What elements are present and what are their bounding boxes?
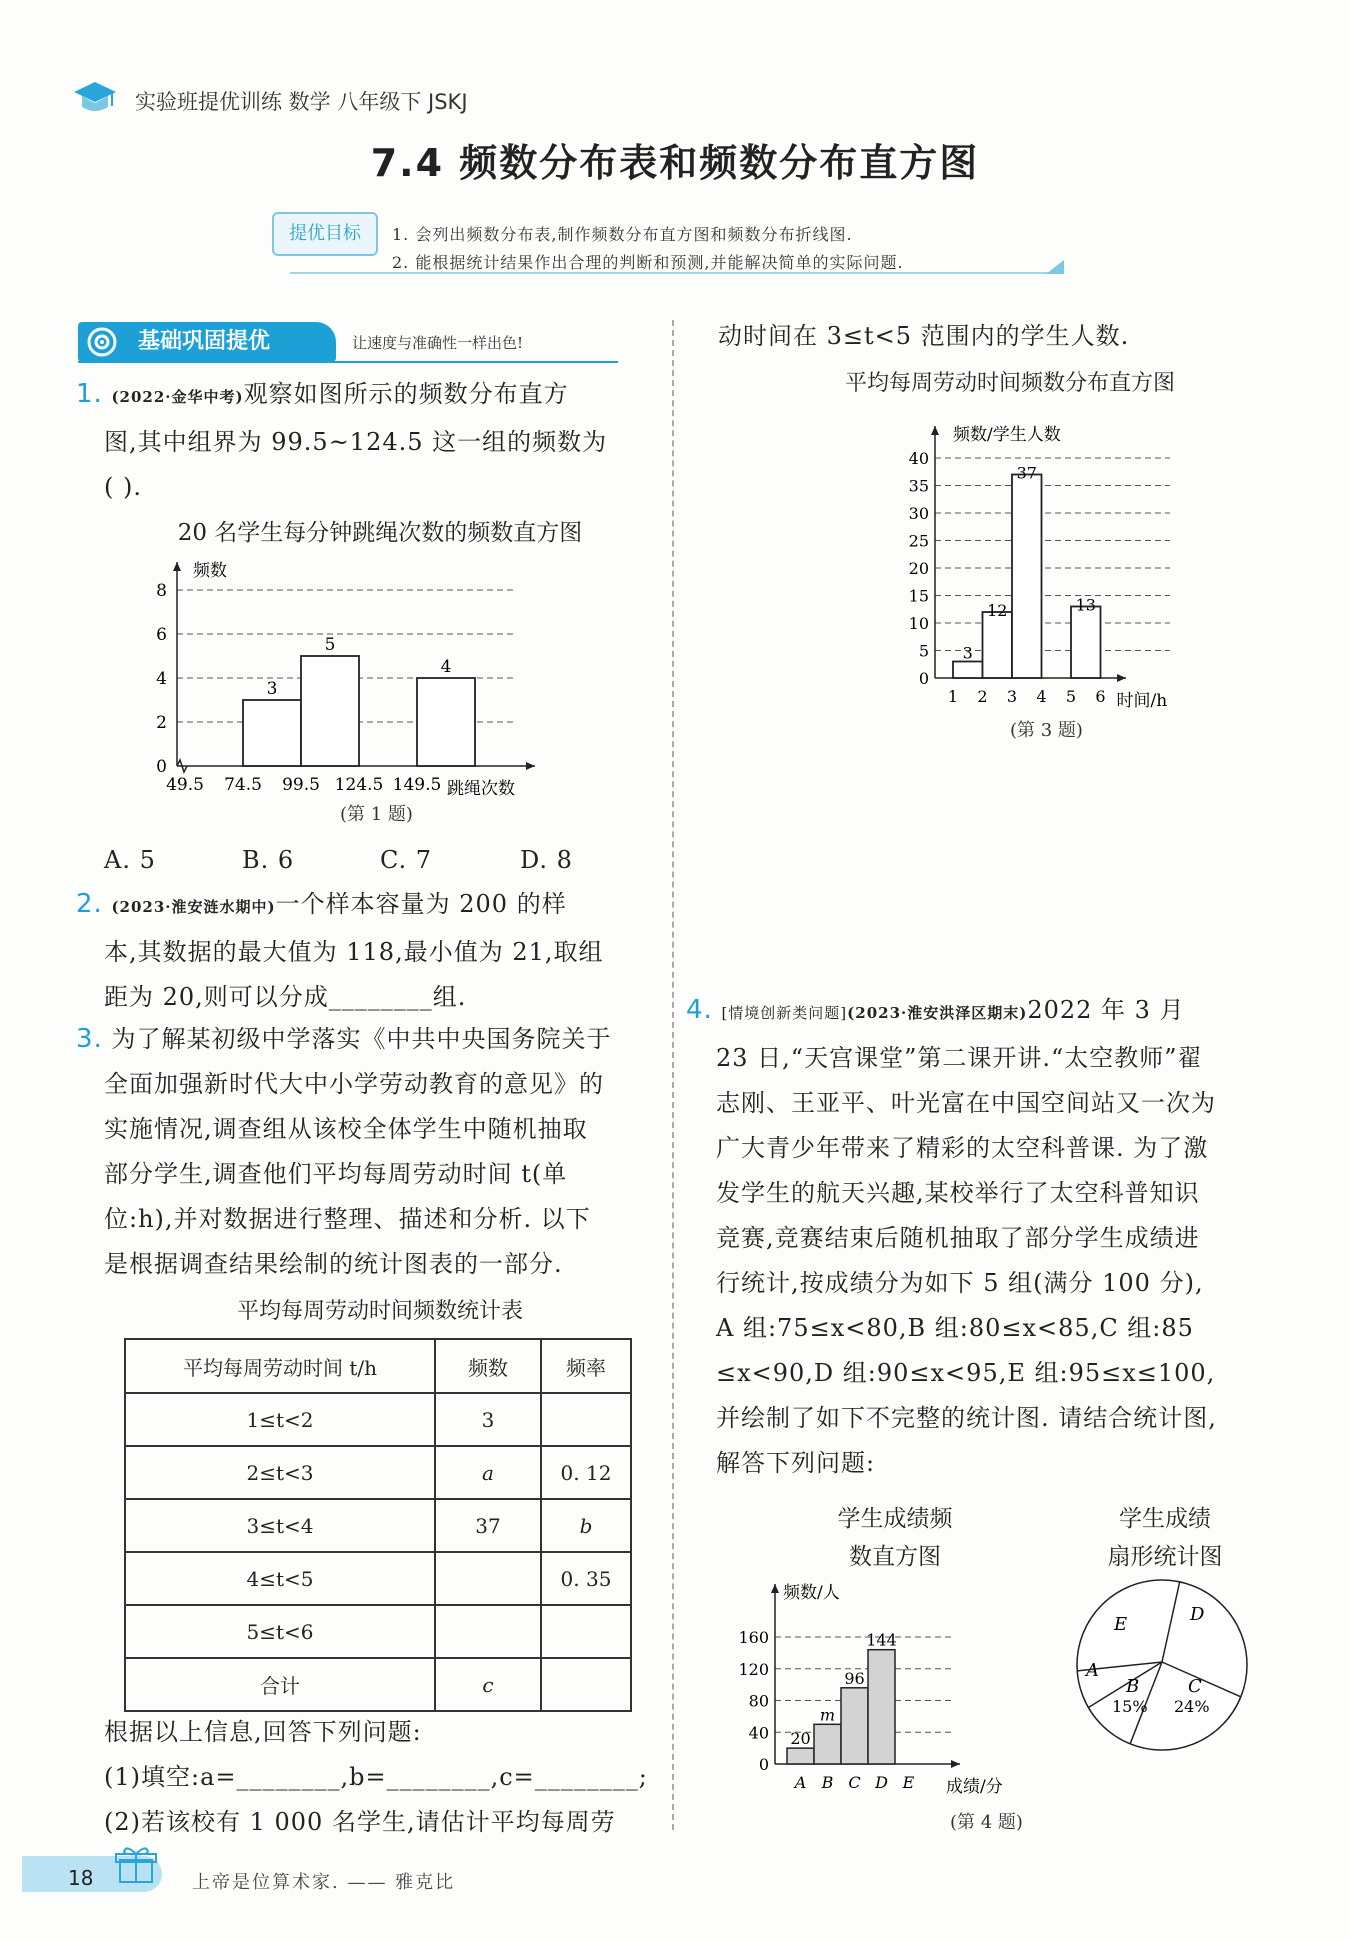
- table-cell: b: [541, 1499, 631, 1552]
- chart4-title: [1060, 1500, 1270, 1576]
- table-cell: [541, 1605, 631, 1658]
- y-tick-label: 25: [908, 531, 929, 551]
- table-cell: 0. 35: [541, 1552, 631, 1605]
- y-tick-label: 80: [748, 1691, 769, 1711]
- table-cell: [435, 1552, 541, 1605]
- y-tick-label: 2: [156, 713, 167, 733]
- q1-options: [104, 838, 644, 883]
- chart1-histogram: [140, 550, 620, 800]
- question-number: 4.: [686, 995, 713, 1025]
- table-cell: 37: [435, 1499, 541, 1552]
- book-title: 实验班提优训练 数学 八年级下 JSKJ: [135, 90, 468, 114]
- question-text: 行统计,按成绩分为如下 5 组(满分 100 分),: [716, 1269, 1204, 1297]
- pie-slice-percent: 15%: [1112, 1697, 1148, 1716]
- question-text: 本,其数据的最大值为 118,最小值为 21,取组: [104, 938, 604, 966]
- y-tick-label: 8: [156, 581, 167, 601]
- chart3-title-line: 数直方图: [849, 1544, 941, 1570]
- chart2-histogram: [880, 410, 1220, 720]
- q3-intro: 根据以上信息,回答下列问题:: [104, 1718, 422, 1746]
- table-row: [125, 1658, 631, 1711]
- page-number: 18: [68, 1866, 94, 1890]
- graduation-cap-icon: [72, 80, 118, 116]
- table-header-cell: 频率: [541, 1339, 631, 1393]
- q3-sub1: (1)填空:a=________,b=________,c=________;: [104, 1763, 648, 1791]
- table-header-cell: 平均每周劳动时间 t/h: [125, 1339, 435, 1393]
- pie-slice-percent: 24%: [1174, 1697, 1210, 1716]
- q3-frequency-table: [124, 1338, 632, 1712]
- bar-value-label: 3: [266, 679, 278, 699]
- pie-slice-label: D: [1190, 1604, 1205, 1625]
- q3-sub2: (2)若该校有 1 000 名学生,请估计平均每周劳: [104, 1808, 616, 1836]
- pie-slice-label: B: [1126, 1676, 1140, 1697]
- question-text: 距为 20,则可以分成________组.: [104, 983, 467, 1011]
- y-axis-title: 频数/人: [783, 1583, 840, 1603]
- x-axis-arrow: [951, 1760, 960, 1768]
- x-tick-label: 6: [1095, 687, 1106, 706]
- table-cell: 2≤t<3: [125, 1446, 435, 1499]
- question-text: ≤x<90,D 组:90≤x<95,E 组:95≤x≤100,: [716, 1359, 1216, 1387]
- goal-item-1: 1. 会列出频数分布表,制作频数分布直方图和频数分布折线图.: [392, 225, 853, 244]
- table-cell: [541, 1393, 631, 1446]
- y-axis-arrow: [931, 426, 939, 435]
- x-axis-arrow: [526, 762, 535, 770]
- question-2: [76, 882, 666, 1020]
- question-text: 是根据调查结果绘制的统计图表的一部分.: [104, 1250, 563, 1278]
- q3-table-title: 平均每周劳动时间频数统计表: [236, 1299, 523, 1324]
- y-tick-label: 20: [908, 559, 929, 578]
- q3-sub2-continuation: 动时间在 3≤t<5 范围内的学生人数.: [718, 322, 1130, 350]
- gift-box-icon: [112, 1846, 164, 1886]
- question-text: ( ).: [104, 473, 142, 501]
- y-tick-label: 15: [908, 586, 929, 606]
- section-subtitle: 让速度与准确性一样出色!: [352, 334, 524, 352]
- question-text: 并绘制了如下不完整的统计图. 请结合统计图,: [716, 1404, 1217, 1432]
- y-axis-title: 频数/学生人数: [953, 425, 1061, 445]
- chart4-title-line: 扇形统计图: [1107, 1544, 1223, 1570]
- y-tick-label: 160: [738, 1628, 769, 1647]
- question-text: 位:h),并对数据进行整理、描述和分析. 以下: [104, 1205, 591, 1233]
- x-tick-label: B: [821, 1773, 834, 1792]
- question-text: 实施情况,调查组从该校全体学生中随机抽取: [104, 1115, 588, 1143]
- histogram-bar: [1071, 607, 1101, 679]
- y-tick-label: 30: [908, 504, 929, 523]
- x-tick-label: 3: [1006, 687, 1018, 706]
- y-tick-label: 0: [156, 757, 167, 777]
- bar-value-label: 96: [844, 1668, 865, 1688]
- q1-caption: (第 1 题): [340, 804, 413, 825]
- question-text: 广大青少年带来了精彩的太空科普课. 为了激: [716, 1134, 1209, 1162]
- bar-value-label: m: [819, 1705, 836, 1725]
- q3-subquestions: [104, 1710, 674, 1845]
- section-underline: [78, 361, 618, 363]
- question-text: 志刚、王亚平、叶光富在中国空间站又一次为: [716, 1089, 1216, 1117]
- question-number: 3.: [76, 1024, 103, 1054]
- q3-caption: (第 3 题): [1010, 720, 1083, 741]
- table-row: [125, 1499, 631, 1552]
- bar-value-label: 5: [324, 635, 336, 655]
- goal-corner-mark: [1044, 258, 1066, 276]
- question-1: [76, 372, 666, 510]
- pie-slice-label: E: [1114, 1614, 1128, 1635]
- pie-slice-label: A: [1086, 1660, 1099, 1681]
- table-row: [125, 1552, 631, 1605]
- x-tick-label: 99.5: [282, 775, 320, 795]
- table-header-row: [125, 1339, 631, 1393]
- question-source: (2022·金华中考): [111, 388, 244, 406]
- table-row: [125, 1605, 631, 1658]
- question-text: A 组:75≤x<80,B 组:80≤x<85,C 组:85: [716, 1314, 1194, 1342]
- x-tick-label: 2: [977, 687, 988, 706]
- page-title: 7.4 频数分布表和频数分布直方图: [370, 141, 980, 185]
- table-row: [125, 1446, 631, 1499]
- goal-underline: [290, 272, 1050, 274]
- table-cell: 3: [435, 1393, 541, 1446]
- y-tick-label: 10: [908, 614, 929, 633]
- y-tick-label: 0: [758, 1755, 769, 1774]
- table-cell: c: [435, 1658, 541, 1711]
- bar-value-label: 12: [987, 601, 1008, 620]
- goal-item-2: 2. 能根据统计结果作出合理的判断和预测,并能解决简单的实际问题.: [392, 253, 904, 272]
- target-icon: [86, 326, 118, 358]
- x-tick-label: 5: [1065, 687, 1077, 706]
- question-text: 图,其中组界为 99.5~124.5 这一组的频数为: [104, 428, 608, 456]
- table-cell: 0. 12: [541, 1446, 631, 1499]
- chart3-title: [780, 1500, 1010, 1576]
- table-header-cell: 频数: [435, 1339, 541, 1393]
- bar-value-label: 3: [962, 643, 973, 663]
- bar-value-label: 20: [790, 1729, 811, 1749]
- x-axis-title: 成绩/分: [946, 1777, 1003, 1796]
- x-axis-title: 时间/h: [1116, 691, 1168, 711]
- histogram-bar: [787, 1748, 814, 1764]
- question-text: 观察如图所示的频数分布直方: [243, 380, 569, 408]
- question-text: 为了解某初级中学落实《中共中央国务院关于: [111, 1025, 612, 1053]
- table-cell: 4≤t<5: [125, 1552, 435, 1605]
- y-tick-label: 6: [156, 625, 167, 645]
- histogram-bar: [417, 678, 475, 766]
- y-axis-arrow: [173, 562, 181, 571]
- chart3-title-line: 学生成绩频: [837, 1506, 953, 1532]
- question-tag: [情境创新类问题]: [721, 1004, 848, 1022]
- y-tick-label: 120: [738, 1659, 769, 1679]
- question-number: 1.: [76, 379, 103, 409]
- option-d[interactable]: D. 8: [520, 846, 573, 874]
- question-4: [686, 988, 1326, 1486]
- footer-quote: 上帝是位算术家. —— 雅克比: [192, 1872, 456, 1893]
- section-title: 基础巩固提优: [78, 322, 336, 362]
- table-cell: 合计: [125, 1658, 435, 1711]
- histogram-bar: [243, 700, 301, 766]
- q4-caption: (第 4 题): [950, 1812, 1023, 1833]
- x-tick-label: 49.5: [166, 775, 204, 795]
- chart4-title-line: 学生成绩: [1119, 1506, 1211, 1532]
- chart1-title: 20 名学生每分钟跳绳次数的频数直方图: [177, 520, 583, 546]
- x-tick-label: D: [875, 1773, 888, 1792]
- y-tick-label: 0: [918, 669, 929, 688]
- y-axis-title: 频数: [193, 561, 227, 581]
- histogram-bar: [841, 1688, 868, 1764]
- x-tick-label: E: [902, 1773, 915, 1792]
- question-text: 23 日,“天宫课堂”第二课开讲.“太空教师”翟: [716, 1044, 1203, 1072]
- pie-outline: [1077, 1580, 1247, 1750]
- option-a[interactable]: A. 5: [104, 846, 156, 874]
- option-b[interactable]: B. 6: [242, 846, 295, 874]
- question-3: [76, 1017, 666, 1287]
- y-tick-label: 4: [156, 669, 167, 689]
- histogram-bar: [953, 662, 983, 679]
- question-number: 2.: [76, 889, 103, 919]
- y-tick-label: 40: [908, 449, 929, 468]
- question-text: 全面加强新时代大中小学劳动教育的意见》的: [104, 1070, 604, 1098]
- question-text: 2022 年 3 月: [1027, 996, 1185, 1024]
- column-divider: [672, 320, 674, 1830]
- x-tick-label: A: [794, 1773, 807, 1792]
- bar-value-label: 4: [440, 657, 452, 677]
- table-cell: a: [435, 1446, 541, 1499]
- histogram-bar: [983, 612, 1013, 678]
- chart2-title: 平均每周劳动时间频数分布直方图: [844, 371, 1175, 396]
- table-cell: [435, 1605, 541, 1658]
- question-source: (2023·淮安洪泽区期末): [847, 1004, 1028, 1022]
- y-axis-arrow: [771, 1584, 779, 1593]
- table-cell: 5≤t<6: [125, 1605, 435, 1658]
- x-axis-title: 跳绳次数: [447, 779, 515, 799]
- bar-value-label: 37: [1016, 463, 1037, 483]
- bar-value-label: 13: [1075, 595, 1096, 615]
- y-tick-label: 5: [918, 641, 929, 661]
- table-row: [125, 1393, 631, 1446]
- x-tick-label: 74.5: [224, 775, 262, 795]
- question-source: (2023·淮安涟水期中): [111, 898, 276, 916]
- question-text: 解答下列问题:: [716, 1449, 876, 1477]
- x-tick-label: C: [848, 1773, 861, 1792]
- question-text: 一个样本容量为 200 的样: [275, 890, 567, 918]
- bar-value-label: 144: [866, 1630, 897, 1650]
- x-axis-arrow: [1117, 674, 1126, 682]
- x-tick-label: 124.5: [334, 775, 384, 795]
- y-tick-label: 35: [908, 476, 929, 496]
- question-text: 发学生的航天兴趣,某校举行了太空科普知识: [716, 1179, 1200, 1207]
- x-tick-label: 149.5: [392, 775, 442, 795]
- histogram-bar: [868, 1650, 895, 1764]
- histogram-bar: [814, 1724, 841, 1764]
- pie-slice-label: C: [1188, 1676, 1202, 1697]
- goal-label: 提优目标: [272, 212, 378, 256]
- chart3-histogram: [720, 1576, 1060, 1796]
- histogram-bar: [1012, 475, 1042, 679]
- question-text: 竞赛,竞赛结束后随机抽取了部分学生成绩进: [716, 1224, 1200, 1252]
- x-tick-label: 4: [1036, 687, 1047, 706]
- histogram-bar: [301, 656, 359, 766]
- x-tick-label: 1: [947, 687, 959, 706]
- y-tick-label: 40: [748, 1723, 769, 1743]
- table-cell: 3≤t<4: [125, 1499, 435, 1552]
- table-cell: 1≤t<2: [125, 1393, 435, 1446]
- question-text: 部分学生,调查他们平均每周劳动时间 t(单: [104, 1160, 568, 1188]
- option-c[interactable]: C. 7: [380, 846, 433, 874]
- table-cell: [541, 1658, 631, 1711]
- chart4-pie: [1070, 1570, 1260, 1760]
